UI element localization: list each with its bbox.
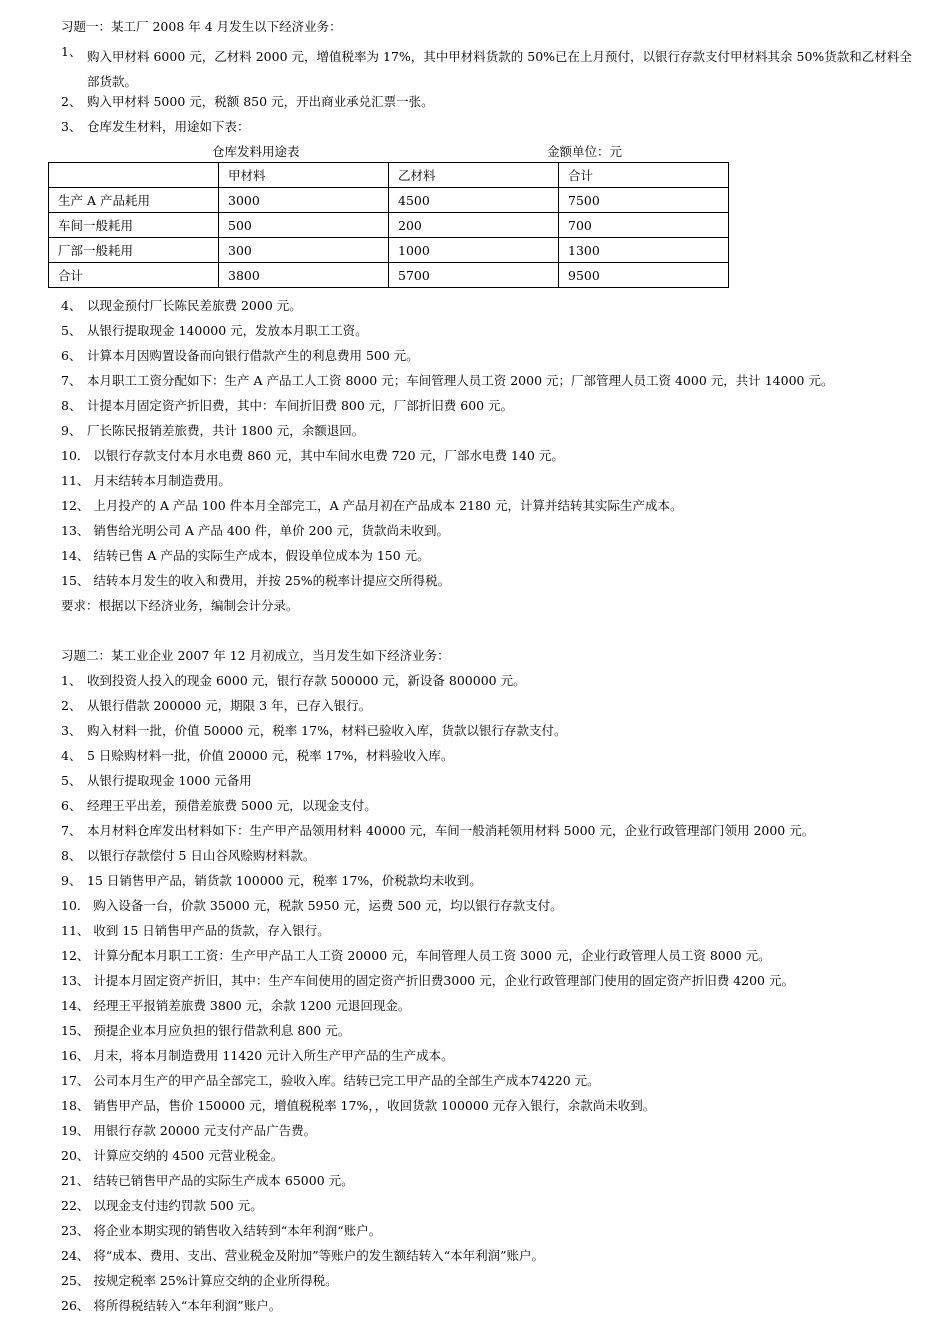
ex2-item-18	[61, 1098, 655, 1114]
ex1-item-2	[61, 94, 434, 110]
ex2-item-7	[61, 823, 814, 839]
item-number: 4、	[61, 748, 82, 763]
table-caption: 仓库发料用途表	[212, 144, 300, 159]
item-text: 月末结转本月制造费用。	[93, 473, 231, 488]
item-text: 本月职工工资分配如下：生产 A 产品工人工资 8000 元；车间管理人员工资 2000 元；厂部管理人员工资 4000 元，共计 14000 元。	[87, 373, 834, 388]
item-text: 销售甲产品，售价 150000 元，增值税税率 17%，，收回货款 100000 元存入银行，余款尚未收到。	[93, 1098, 656, 1113]
item-text: 将企业本期实现的销售收入结转到“本年利润“账户。	[93, 1223, 382, 1238]
ex2-item-25	[61, 1273, 338, 1289]
item-text: 将“成本、费用、支出、营业税金及附加”等账户的发生额结转入“本年利润”账户。	[93, 1248, 544, 1263]
ex2-item-20	[61, 1148, 283, 1164]
item-text: 结转已销售甲产品的实际生产成本 65000 元。	[93, 1173, 354, 1188]
table-header-row	[49, 163, 729, 188]
table-row	[49, 213, 729, 238]
table-cell: 200	[389, 213, 559, 238]
item-text: 销售给光明公司 A 产品 400 件，单价 200 元，货款尚未收到。	[93, 523, 449, 538]
item-number: 11、	[61, 923, 90, 938]
ex2-item-10	[61, 898, 563, 914]
table-cell: 车间一般耗用	[49, 213, 219, 238]
item-number: 15、	[61, 573, 90, 588]
item-text: 收到投资人投入的现金 6000 元，银行存款 500000 元，新设备 800000 元。	[87, 673, 526, 688]
ex1-item-14	[61, 548, 430, 564]
table-cell: 厂部一般耗用	[49, 238, 219, 263]
table-cell: 1000	[389, 238, 559, 263]
item-number: 7、	[61, 823, 82, 838]
ex1-item-4	[61, 298, 302, 314]
item-number: 13、	[61, 973, 90, 988]
item-number: 5、	[61, 773, 82, 788]
item-number: 21、	[61, 1173, 90, 1188]
table-cell: 生产 A 产品耗用	[49, 188, 219, 213]
ex2-item-26	[61, 1298, 281, 1314]
table-cell: 3800	[219, 263, 389, 288]
item-number: 6、	[61, 798, 82, 813]
exercise-1-title: 习题一：某工厂 2008 年 4 月发生以下经济业务：	[61, 19, 342, 34]
ex1-item-1	[61, 44, 923, 94]
item-text: 计算分配本月职工工资：生产甲产品工人工资 20000 元，车间管理人员工资 3000 元，企业行政管理人员工资 8000 元。	[93, 948, 771, 963]
item-number: 14、	[61, 548, 90, 563]
item-number: 17、	[61, 1073, 90, 1088]
ex2-item-3	[61, 723, 566, 739]
item-number: 10．	[61, 898, 90, 913]
ex2-item-1	[61, 673, 526, 689]
ex2-item-2	[61, 698, 371, 714]
item-text: 上月投产的 A 产品 100 件本月全部完工，A 产品月初在产品成本 2180 元，计算并结转其实际生产成本。	[93, 498, 683, 513]
item-number: 1、	[61, 673, 82, 688]
item-number: 18、	[61, 1098, 90, 1113]
ex2-item-21	[61, 1173, 354, 1189]
item-text: 以银行存款偿付 5 日山谷风赊购材料款。	[87, 848, 316, 863]
item-number: 3、	[61, 119, 82, 134]
header-cell: 乙材料	[389, 163, 559, 188]
item-number: 8、	[61, 848, 82, 863]
ex2-item-22	[61, 1198, 263, 1214]
header-cell: 合计	[559, 163, 729, 188]
ex1-item-15	[61, 573, 450, 589]
ex2-item-14	[61, 998, 410, 1014]
item-text: 经理王平出差，预借差旅费 5000 元，以现金支付。	[87, 798, 377, 813]
ex1-item-9	[61, 423, 364, 439]
item-number: 8、	[61, 398, 82, 413]
ex2-item-13	[61, 973, 794, 989]
item-number: 6、	[61, 348, 82, 363]
item-number: 1、	[61, 44, 82, 59]
ex2-item-11	[61, 923, 330, 939]
table-cell: 9500	[559, 263, 729, 288]
exercise-2-title: 习题二：某工业企业 2007 年 12 月初成立，当月发生如下经济业务：	[61, 648, 450, 663]
ex1-item-7	[61, 373, 833, 389]
item-text: 从银行提取现金 1000 元备用	[87, 773, 252, 788]
item-text: 以现金预付厂长陈民差旅费 2000 元。	[87, 298, 302, 313]
item-text: 购入甲材料 6000 元，乙材料 2000 元，增值税率为 17%，其中甲材料货款的 50%已在上月预付，以银行存款支付甲材料其余 50%货款和乙材料全部货款。	[87, 49, 912, 89]
ex1-item-13	[61, 523, 449, 539]
item-number: 23、	[61, 1223, 90, 1238]
ex2-item-19	[61, 1123, 316, 1139]
ex2-item-15	[61, 1023, 350, 1039]
item-text: 预提企业本月应负担的银行借款利息 800 元。	[93, 1023, 351, 1038]
item-number: 7、	[61, 373, 82, 388]
ex1-item-5	[61, 323, 368, 339]
table-cell: 1300	[559, 238, 729, 263]
item-number: 9、	[61, 423, 82, 438]
item-number: 19、	[61, 1123, 90, 1138]
ex2-item-16	[61, 1048, 454, 1064]
header-cell: 甲材料	[219, 163, 389, 188]
item-number: 24、	[61, 1248, 90, 1263]
item-text: 15 日销售甲产品，销货款 100000 元，税率 17%，价税款均未收到。	[87, 873, 482, 888]
ex1-item-12	[61, 498, 682, 514]
item-text: 从银行借款 200000 元，期限 3 年，已存入银行。	[87, 698, 372, 713]
item-number: 13、	[61, 523, 90, 538]
item-number: 14、	[61, 998, 90, 1013]
item-text: 购入材料一批，价值 50000 元，税率 17%，材料已验收入库，货款以银行存款支付。	[87, 723, 567, 738]
table-cell: 700	[559, 213, 729, 238]
item-number: 9、	[61, 873, 82, 888]
item-number: 22、	[61, 1198, 90, 1213]
ex1-item-11	[61, 473, 231, 489]
item-number: 11、	[61, 473, 90, 488]
table-row	[49, 188, 729, 213]
item-text: 收到 15 日销售甲产品的货款，存入银行。	[93, 923, 330, 938]
table-cell: 500	[219, 213, 389, 238]
item-text: 购入甲材料 5000 元，税额 850 元，开出商业承兑汇票一张。	[87, 94, 434, 109]
item-number: 2、	[61, 94, 82, 109]
ex2-item-4	[61, 748, 453, 764]
item-text: 以银行存款支付本月水电费 860 元，其中车间水电费 720 元，厂部水电费 140 元。	[93, 448, 564, 463]
table-cell: 合计	[49, 263, 219, 288]
item-number: 4、	[61, 298, 82, 313]
ex2-item-24	[61, 1248, 544, 1264]
item-number: 26、	[61, 1298, 90, 1313]
header-cell	[49, 163, 219, 188]
item-text: 以现金支付违约罚款 500 元。	[93, 1198, 263, 1213]
item-number: 10．	[61, 448, 90, 463]
ex1-item-8	[61, 398, 513, 414]
item-text: 将所得税结转入“本年利润”账户。	[93, 1298, 282, 1313]
item-text: 计算本月因购置设备而向银行借款产生的利息费用 500 元。	[87, 348, 419, 363]
item-text: 用银行存款 20000 元支付产品广告费。	[93, 1123, 317, 1138]
ex1-item-6	[61, 348, 419, 364]
item-number: 25、	[61, 1273, 90, 1288]
requirement: 要求：根据以下经济业务，编制会计分录。	[61, 598, 299, 613]
item-text: 公司本月生产的甲产品全部完工，验收入库。结转已完工甲产品的全部生产成本74220 元。	[93, 1073, 600, 1088]
item-number: 15、	[61, 1023, 90, 1038]
item-text: 经理王平报销差旅费 3800 元，余款 1200 元退回现金。	[93, 998, 411, 1013]
item-number: 12、	[61, 948, 90, 963]
item-number: 20、	[61, 1148, 90, 1163]
ex2-item-6	[61, 798, 377, 814]
item-number: 12、	[61, 498, 90, 513]
item-text: 按规定税率 25%计算应交纳的企业所得税。	[93, 1273, 338, 1288]
item-text: 计算应交纳的 4500 元营业税金。	[93, 1148, 284, 1163]
item-text: 结转本月发生的收入和费用，并按 25%的税率计提应交所得税。	[93, 573, 451, 588]
table-cell: 300	[219, 238, 389, 263]
item-number: 5、	[61, 323, 82, 338]
table-cell: 5700	[389, 263, 559, 288]
item-number: 16、	[61, 1048, 90, 1063]
ex1-item-3	[61, 119, 250, 135]
item-text: 计提本月固定资产折旧费，其中：车间折旧费 800 元，厂部折旧费 600 元。	[87, 398, 514, 413]
ex2-item-5	[61, 773, 252, 789]
item-number: 3、	[61, 723, 82, 738]
table-cell: 4500	[389, 188, 559, 213]
item-number: 2、	[61, 698, 82, 713]
ex2-item-17	[61, 1073, 600, 1089]
item-text: 月末，将本月制造费用 11420 元计入所生产甲产品的生产成本。	[93, 1048, 454, 1063]
ex2-item-8	[61, 848, 315, 864]
ex1-item-10	[61, 448, 564, 464]
table-cell: 7500	[559, 188, 729, 213]
item-text: 从银行提取现金 140000 元，发放本月职工工资。	[87, 323, 368, 338]
item-text: 本月材料仓库发出材料如下：生产甲产品领用材料 40000 元，车间一般消耗领用材料 5000 元，企业行政管理部门领用 2000 元。	[87, 823, 815, 838]
ex2-item-9	[61, 873, 482, 889]
item-text: 购入设备一台，价款 35000 元，税款 5950 元，运费 500 元，均以银行存款支付。	[93, 898, 563, 913]
item-text: 仓库发生材料，用途如下表：	[87, 119, 250, 134]
item-text: 结转已售 A 产品的实际生产成本，假设单位成本为 150 元。	[93, 548, 430, 563]
material-usage-table	[48, 162, 729, 288]
item-text: 厂长陈民报销差旅费，共计 1800 元，余额退回。	[87, 423, 365, 438]
ex2-item-12	[61, 948, 771, 964]
item-text: 5 日赊购材料一批，价值 20000 元，税率 17%，材料验收入库。	[87, 748, 454, 763]
table-unit: 金额单位：元	[547, 144, 623, 159]
item-text: 计提本月固定资产折旧，其中：生产车间使用的固定资产折旧费3000 元，企业行政管理部门使用的固定资产折旧费 4200 元。	[93, 973, 794, 988]
ex2-item-23	[61, 1223, 381, 1239]
table-cell: 3000	[219, 188, 389, 213]
table-total-row	[49, 263, 729, 288]
table-row	[49, 238, 729, 263]
